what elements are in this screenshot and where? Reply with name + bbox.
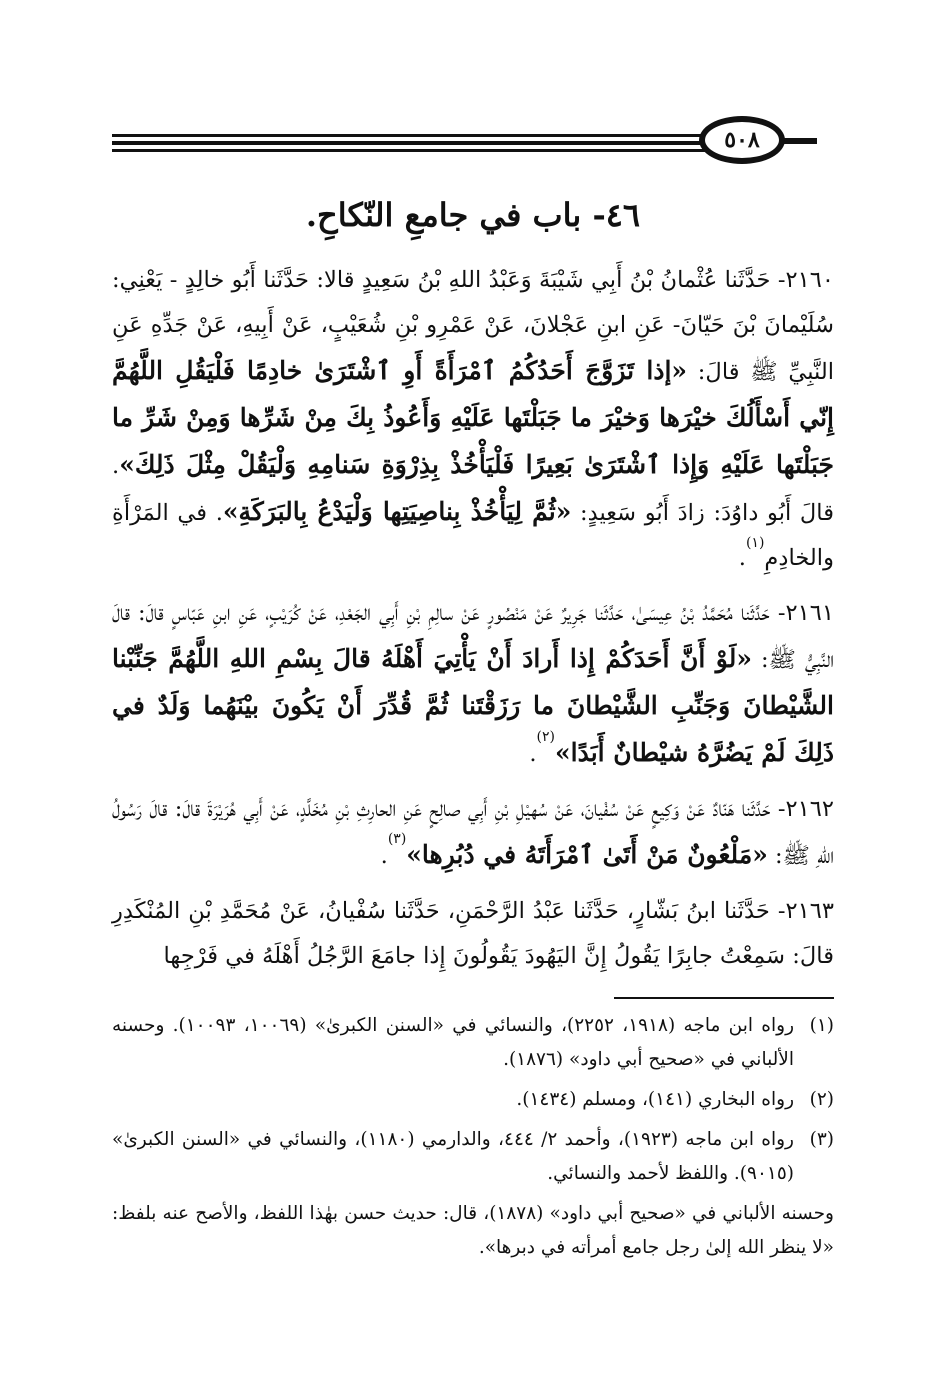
hadith-text-after: . في المَرْأَةِ والخادِمِ bbox=[112, 500, 834, 571]
footnote-marker: (٢) bbox=[536, 729, 555, 745]
rule-line-top bbox=[112, 134, 712, 137]
hadith-end: . bbox=[738, 545, 746, 571]
hadith-text: حَدَّثَنا عُثْمانُ بْنُ أَبِي شَيْبَةَ وَعَبْدُ اللهِ بْنُ سَعِيدٍ قالا: حَدَّثَنا أَبُو خالِدٍ - يَعْنِي: سُلَيْمانَ بْنَ حَيّانَ- عَنِ ابنِ عَجْلانَ، عَنْ عَمْرِو بْنِ شُعَيْبٍ، عَنْ أَبِيهِ، عَنْ جَدِّهِ عَنِ النَّبِيِّ ﷺ قالَ: bbox=[112, 267, 834, 385]
hadith-text: حَدَّثَنا مُحَمَّدُ بْنُ عِيسَىٰ، حَدَّثَنا جَرِيرٌ عَنْ مَنْصُورٍ عَنْ سالِمِ بْنِ أَبِي الجَعْدِ، عَنْ كُرَيْبٍ، عَنِ ابنِ عَبّاسٍ قالَ: قالَ النَّبِيُّ ﷺ: bbox=[112, 600, 834, 673]
hadith-2160 bbox=[112, 258, 834, 581]
footnote-text: رواه ابن ماجه (١٩١٨، ٢٢٥٢)، والنسائي في «السنن الكبرىٰ» (١٠٠٦٩، ١٠٠٩٣). وحسنه الألباني في «صحيح أبي داود» (١٨٧٦). bbox=[112, 1015, 794, 1070]
hadith-2162 bbox=[112, 787, 834, 879]
hadith-quote: «إذا تَزَوَّجَ أَحَدُكُمُ ٱمْرَأَةً أَوِ ٱشْتَرَىٰ خادِمًا فَلْيَقُلِ اللَّهُمَّ إِنّي أَسْأَلُكَ خيْرَها وَخيْرَ ما جَبَلْتَها عَلَيْهِ وَأَعُوذُ بِكَ مِنْ شَرِّها وَمِنْ شَرِّ ما جَبَلْتَها عَلَيْهِ وَإِذا ٱشْتَرَىٰ بَعِيرًا فَلْيَأْخُذْ بِذِرْوَةِ سَنامِهِ وَلْيَقُلْ مِثْلَ ذَلِكَ» bbox=[112, 356, 834, 479]
chapter-title: ٤٦- باب في جامعِ النّكاحِ. bbox=[305, 196, 641, 234]
hadith-text: حَدَّثَنا ابنُ بَشّارٍ، حَدَّثَنا عَبْدُ الرَّحْمَنِ، حَدَّثَنا سُفْيانُ، عَنْ مُحَمَّدِ بْنِ المُنْكَدِرِ قالَ: سَمِعْتُ جابِرًا يَقُولُ إِنَّ اليَهُودَ يَقُولُونَ إِذا جامَعَ الرَّجُلُ أَهْلَهُ في فَرْجِها bbox=[112, 898, 834, 969]
hadith-end: . bbox=[380, 843, 388, 869]
footnote-text: رواه ابن ماجه (١٩٢٣)، وأحمد ٢/ ٤٤٤، والدارمي (١١٨٠)، والنسائي في «السنن الكبرىٰ» (٩٠١٥). واللفظ لأحمد والنسائي. bbox=[112, 1129, 794, 1184]
footnote-number: (٣) bbox=[809, 1129, 834, 1150]
footnote-text: رواه البخاري (١٤١)، ومسلم (١٤٣٤). bbox=[516, 1089, 794, 1110]
hadith-2161 bbox=[112, 591, 834, 777]
header-rule bbox=[112, 127, 817, 161]
hadith-text-middle: . قالَ أَبُو داوُدَ: زادَ أَبُو سَعِيدٍ: bbox=[112, 453, 834, 526]
hadith-number: ٢١٦٢- bbox=[777, 796, 834, 822]
footnote-number: (١) bbox=[809, 1015, 834, 1036]
hadith-quote: «مَلْعُونٌ مَنْ أَتَىٰ ٱمْرَأَتَهُ في دُبُرِها» bbox=[406, 840, 768, 869]
hadith-quote-2: «ثُمَّ لِيَأْخُذْ بِناصِيَتِها وَلْيَدْعُ بِالبَرَكَةِ» bbox=[222, 497, 572, 526]
rule-line-bottom bbox=[112, 149, 712, 152]
footnote-2 bbox=[112, 1083, 834, 1117]
page-number: ٥٠٨ bbox=[699, 116, 785, 164]
footnote-marker: (١) bbox=[745, 535, 765, 551]
footnotes bbox=[112, 1009, 834, 1265]
footnote-marker: (٣) bbox=[387, 831, 407, 847]
oval-tail bbox=[781, 138, 817, 144]
footnote-3 bbox=[112, 1123, 834, 1191]
hadith-2163 bbox=[112, 889, 834, 979]
hadith-number: ٢١٦٣- bbox=[777, 898, 834, 924]
hadith-text: حَدَّثَنا هَنّادٌ عَنْ وَكِيعٍ عَنْ سُفْيانَ، عَنْ سُهيْلِ بْنِ أَبِي صالِحٍ عَنِ الحارِثِ بْنِ مُخَلَّدٍ، عَنْ أَبِي هُرَيْرَةَ قالَ: قالَ رَسُولُ اللهِ ﷺ: bbox=[112, 796, 834, 869]
footnote-1 bbox=[112, 1009, 834, 1077]
hadith-end: . bbox=[529, 741, 537, 767]
hadith-body bbox=[112, 258, 834, 989]
footnote-number: (٢) bbox=[809, 1089, 834, 1110]
hadith-number: ٢١٦١- bbox=[777, 600, 834, 626]
footnote-divider bbox=[614, 997, 834, 999]
hadith-number: ٢١٦٠- bbox=[777, 267, 834, 293]
rule-line-middle bbox=[112, 141, 718, 145]
footnote-3-continuation: وحسنه الألباني في «صحيح أبي داود» (١٨٧٨)، قال: حديث حسن بهٰذا اللفظ، والأصح عنه بلفظ: «لا ينظر الله إلىٰ رجل جامع أمرأته في دبرها». bbox=[112, 1203, 834, 1258]
hadith-quote: «لَوْ أَنَّ أَحَدَكُمْ إِذا أَرادَ أَنْ يَأْتِيَ أَهْلَهُ قالَ بِسْمِ اللهِ اللَّهُمَّ جَنِّبْنا الشَّيْطانَ وَجَنِّبِ الشَّيْطانَ ما رَزَقْتَنا ثُمَّ قُدِّرَ أَنْ يَكُونَ بيْنَهُما وَلَدٌ في ذَلِكَ لَمْ يَضُرَّهُ شيْطانٌ أَبَدًا» bbox=[112, 644, 834, 767]
